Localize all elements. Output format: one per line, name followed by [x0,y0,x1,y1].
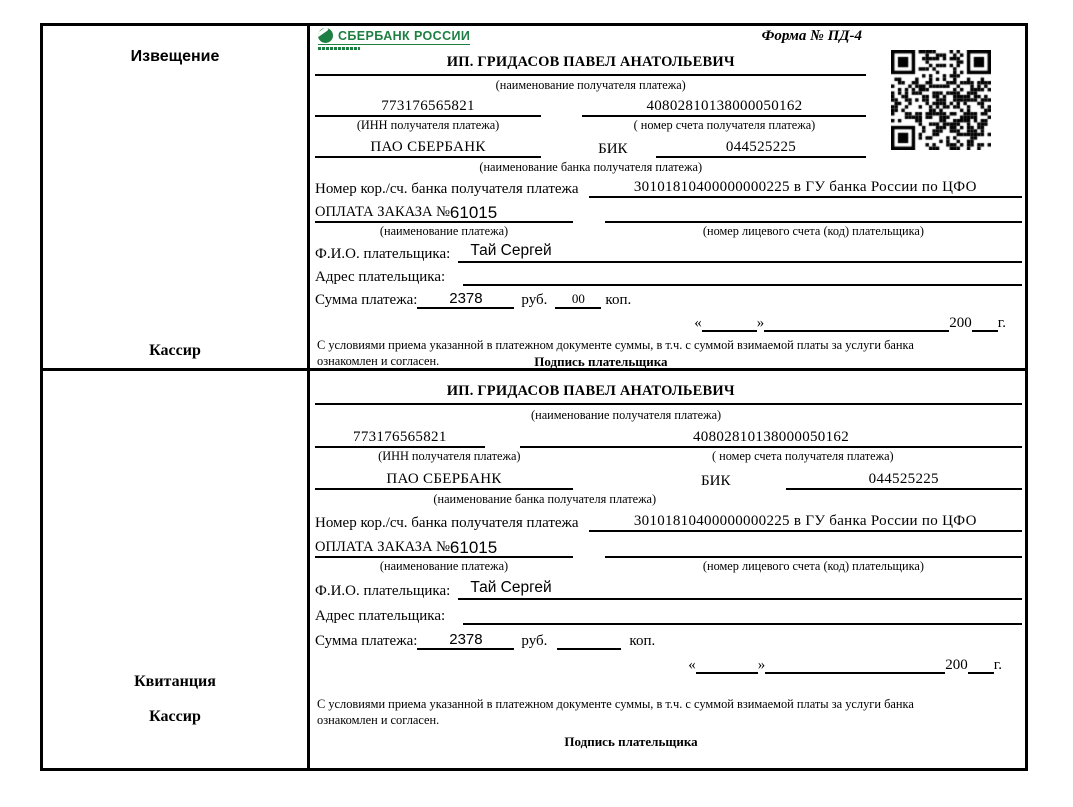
payer-address-row [315,263,1022,286]
sum-label-2: Сумма платежа: [315,633,418,649]
date-month-line [764,330,949,332]
notice-section [310,26,1025,371]
receipt-label: Квитанция [134,673,216,690]
date-day-line [702,330,757,332]
kop-label-2: коп. [629,633,656,649]
kop-value: 00 [571,291,585,306]
bank-name-2: ПАО СБЕРБАНК [386,471,502,487]
payer-name-value: Тай Сергей [458,242,1022,263]
account-caption-2: ( номер счета получателя платежа) [712,449,894,463]
account-caption: ( номер счета получателя платежа) [633,118,816,132]
bank-name: ПАО СБЕРБАНК [370,139,486,155]
personal-account-caption-2: (номер лицевого счета (код) плательщика) [702,559,924,573]
notice-label: Извещение [130,48,220,65]
payment-name-caption: (наименование платежа) [379,224,509,238]
order-number: 61015 [449,203,498,222]
sum-value-2: 2378 [449,631,483,648]
payment-purpose-row-2 [315,532,1022,558]
quote-close: » [756,315,765,331]
payer-name-row [315,240,1022,263]
corr-account-value-2: 30101810400000000225 в ГУ банка России по ЦФО [633,513,977,529]
date-row-2 [315,650,1022,674]
recipient-name: ИП. ГРИДАСОВ ПАВЕЛ АНАТОЛЬЕВИЧ [315,54,866,76]
account-value-2: 40802810138000050162 [693,429,849,445]
corr-account-row-2 [315,508,1022,532]
sum-row [315,286,1022,309]
quote-open: « [694,315,702,331]
bank-caption: (наименование банка получателя платежа) [479,160,703,174]
payment-purpose-row [315,198,1022,223]
corr-account-label-2: Номер кор./сч. банка получателя платежа [315,515,579,531]
inn-account-captions [315,117,866,134]
personal-account-caption: (номер лицевого счета (код) плательщика) [702,224,924,238]
agreement-line2: ознакомлен и согласен. [317,354,440,369]
sberbank-coin-icon [318,28,333,43]
receipt-stub-column [43,371,310,768]
payer-name-value-2: Тай Сергей [458,579,1022,600]
bank-bik-row [315,134,866,158]
cashier-label-bottom: Кассир [149,708,201,725]
year-suffix: г. [997,315,1006,331]
corr-account-value: 30101810400000000225 в ГУ банка России по ЦФО [633,179,977,195]
agreement-text-2 [317,696,985,750]
forma-pd4-label: Форма № ПД-4 [761,28,862,44]
bik-value: 044525225 [725,139,797,155]
signature-label-top: Подпись плательщика [534,354,668,370]
agreement-line1: С условиями приема указанной в платежном документе суммы, в т.ч. с суммой взимаемой платы за услуги банка [317,338,914,352]
personal-account-line-2 [605,556,1022,558]
payment-name-caption-2: (наименование платежа) [379,559,509,573]
quote-open-2: « [688,657,696,673]
agreement-text [317,337,985,371]
payment-form-pd4 [40,23,1028,771]
agreement-line2-row [317,353,985,370]
recipient-name-2: ИП. ГРИДАСОВ ПАВЕЛ АНАТОЛЬЕВИЧ [446,383,735,399]
recipient-caption-2: (наименование получателя платежа) [531,408,722,422]
payer-address-label: Адрес плательщика: [315,269,446,285]
payment-purpose-label-2: ОПЛАТА ЗАКАЗА № [315,539,450,555]
receipt-section [310,371,1025,768]
date-day-line-2 [696,672,758,674]
inn-caption: (ИНН получателя платежа) [356,118,500,132]
year-line [972,330,998,332]
payment-purpose-label: ОПЛАТА ЗАКАЗА № [315,204,450,220]
inn-account-captions-2 [315,448,1022,465]
inn-account-row-2 [315,423,1022,448]
agreement-line2-2: ознакомлен и согласен. [317,713,440,728]
payer-address-value-2 [463,622,1022,625]
personal-account-line [605,221,1022,223]
account-value: 40802810138000050162 [646,98,803,114]
sberbank-logo-text: СБЕРБАНК РОССИИ [338,28,471,43]
rub-label: руб. [521,292,548,308]
sum-row-2 [315,625,1022,650]
purpose-captions [315,223,1022,240]
sum-label: Сумма платежа: [315,292,418,308]
inn-value-2: 773176565821 [353,429,447,445]
agreement-line1-2: С условиями приема указанной в платежном документе суммы, в т.ч. с суммой взимаемой платы за услуги банка [317,697,914,711]
inn-caption-2: (ИНН получателя платежа) [378,449,521,463]
bik-value-2: 044525225 [868,471,939,487]
corr-account-label: Номер кор./сч. банка получателя платежа [315,181,579,197]
payer-name-row-2 [315,575,1022,600]
inn-value: 773176565821 [381,98,475,114]
year-prefix-2: 200 [945,657,968,673]
payer-address-value [463,283,1022,286]
sum-value: 2378 [449,290,483,307]
date-month-line-2 [765,672,945,674]
year-line-2 [968,672,994,674]
rub-label-2: руб. [521,633,548,649]
purpose-captions-2 [315,558,1022,575]
cashier-label-top: Кассир [149,342,201,359]
payer-name-label: Ф.И.О. плательщика: [315,246,451,262]
year-suffix-2: г. [993,657,1002,673]
payer-address-label-2: Адрес плательщика: [315,608,446,624]
sberbank-logo-tagline [318,47,360,50]
corr-account-row [315,175,1022,198]
bank-caption-2: (наименование банка получателя платежа) [433,492,657,506]
qr-code [891,50,991,150]
order-number-2: 61015 [449,538,498,557]
payer-name-label-2: Ф.И.О. плательщика: [315,583,451,599]
bik-label-2: БИК [701,473,731,489]
recipient-caption: (наименование получателя платежа) [495,78,686,92]
notice-stub-column [43,26,310,371]
year-prefix: 200 [949,315,972,331]
kop-label: коп. [605,292,632,308]
sberbank-logo [318,28,470,50]
quote-close-2: » [757,657,766,673]
signature-label-bottom: Подпись плательщика [564,733,698,749]
inn-account-row [315,93,866,117]
bik-label: БИК [598,141,628,157]
date-row [315,309,1022,332]
payer-address-row-2 [315,600,1022,625]
bank-bik-row-2 [315,465,1022,490]
